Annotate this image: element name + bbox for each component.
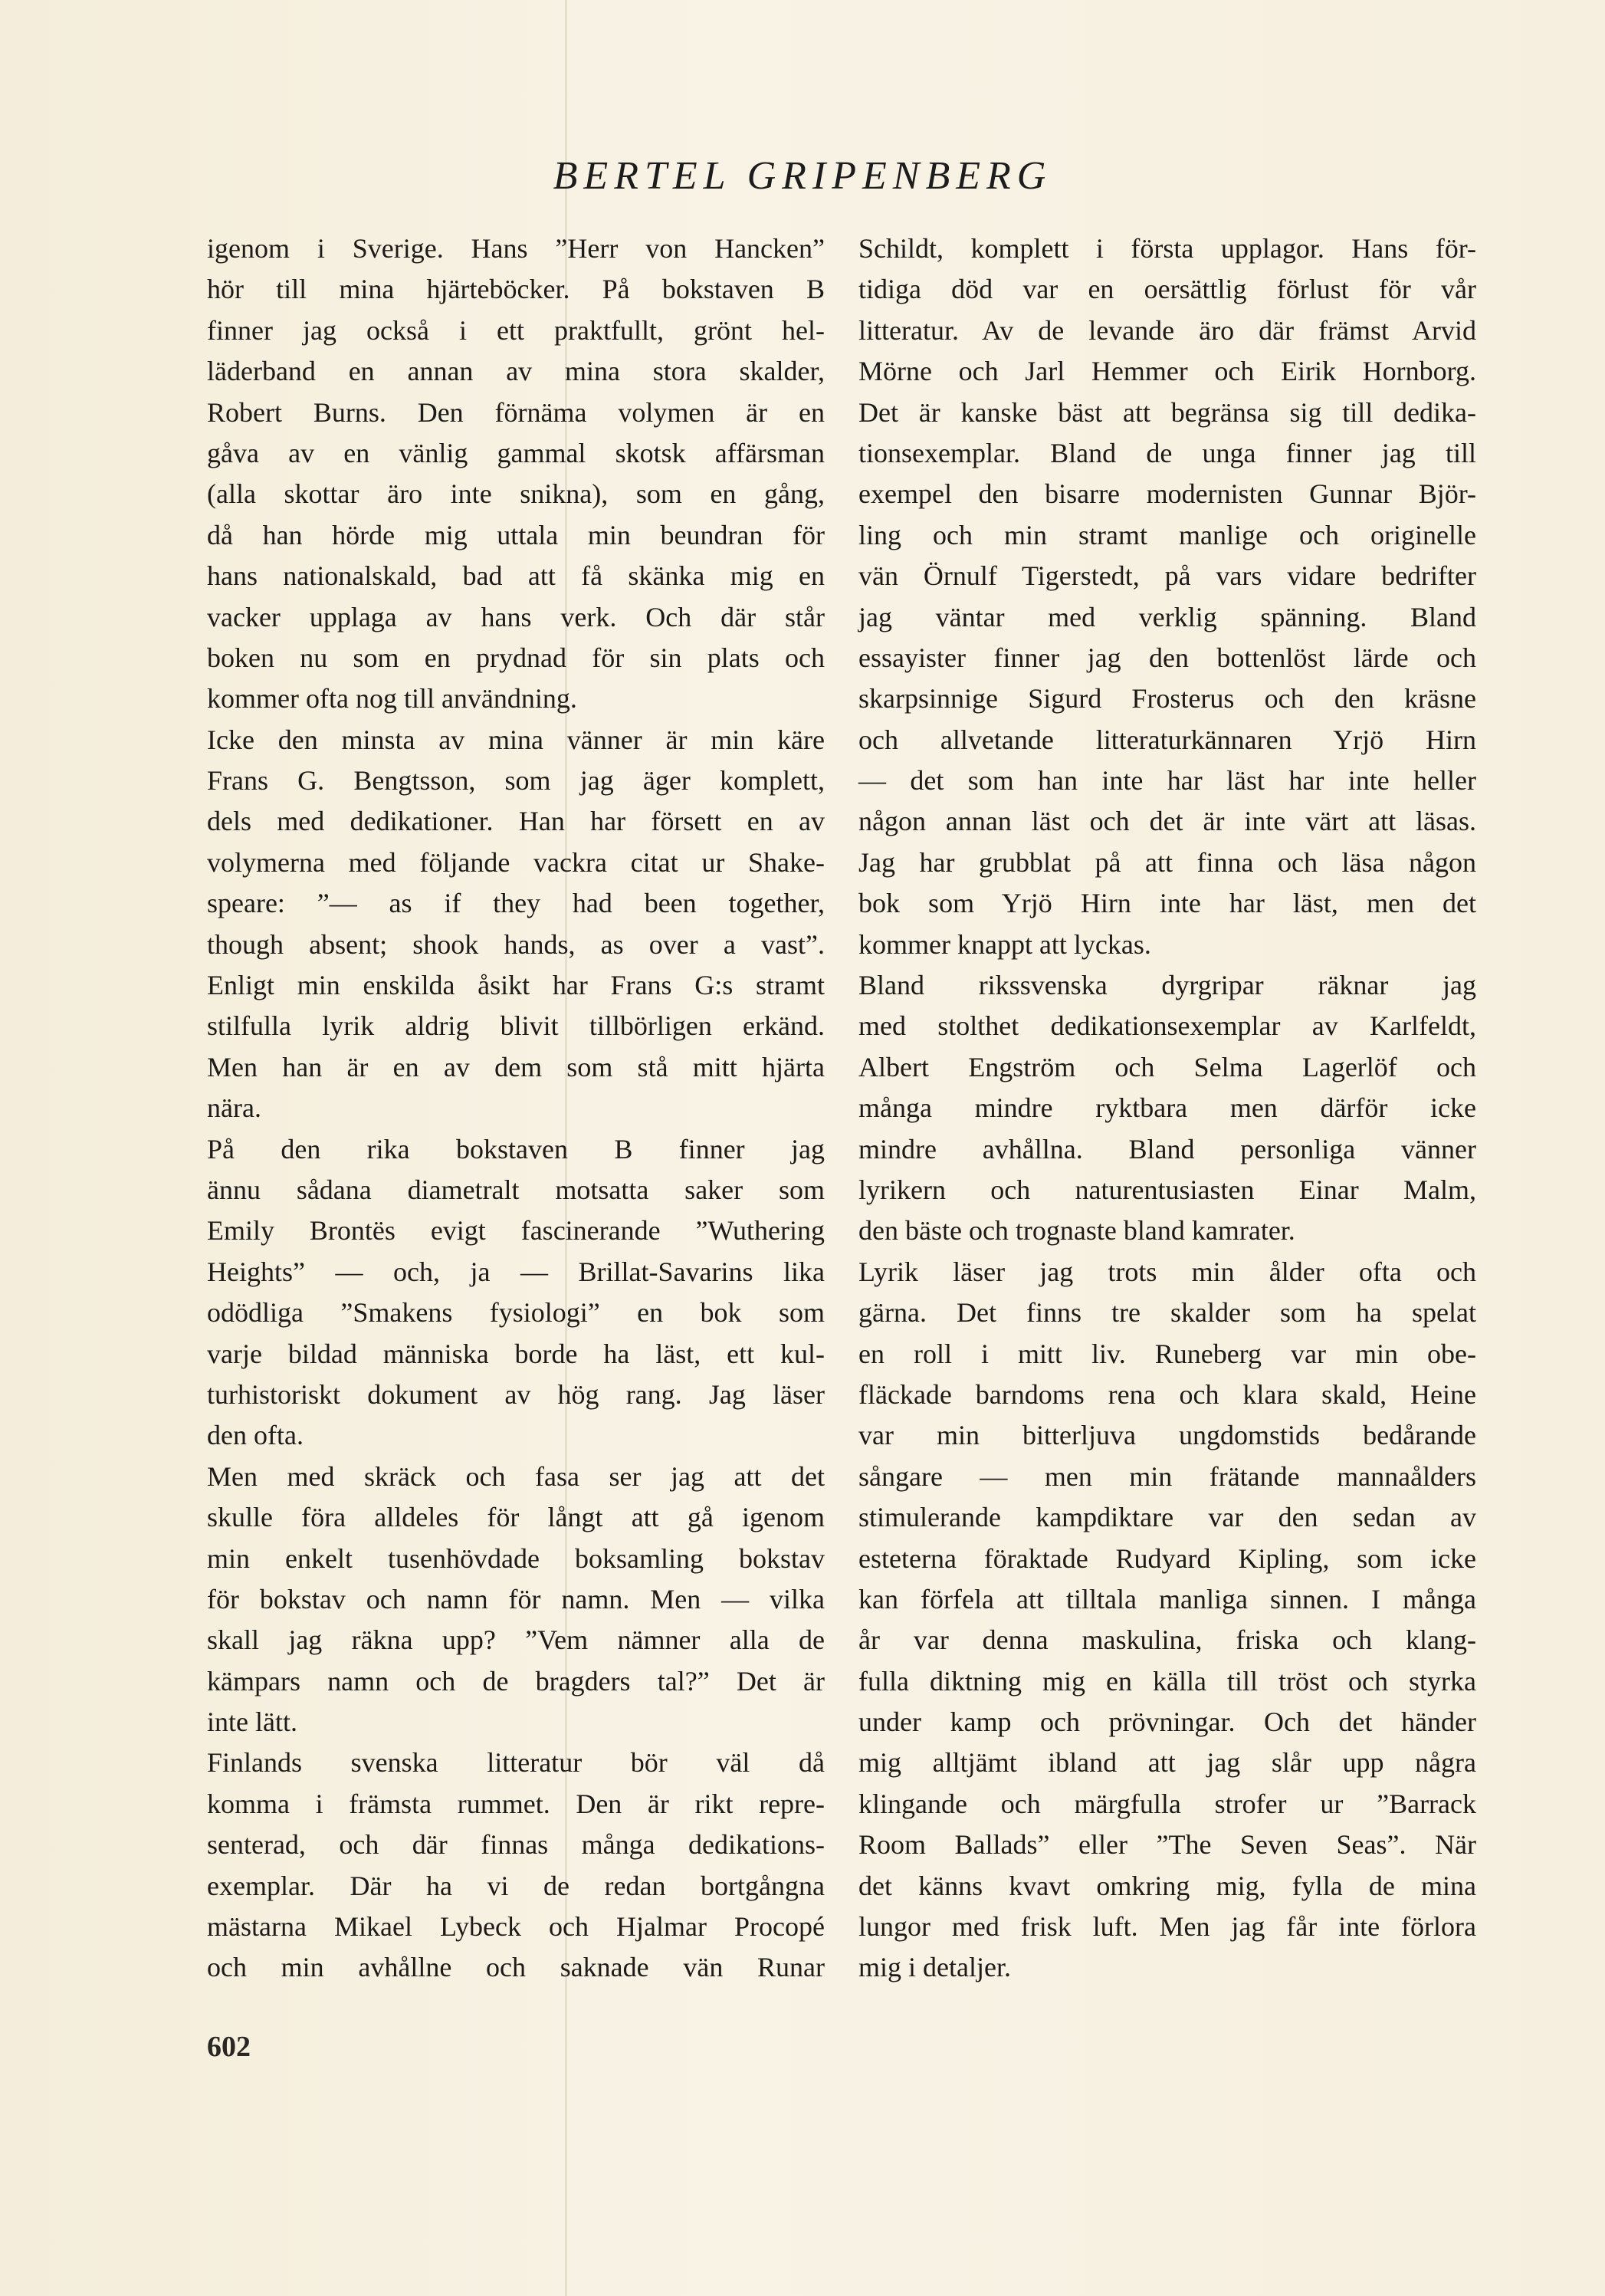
text-line: speare: ”— as if they had been together, xyxy=(207,888,825,919)
text-line: turhistoriskt dokument av hög rang. Jag läser xyxy=(207,1378,825,1410)
text-line: kan förfela att tilltala manliga sinnen. I många xyxy=(858,1583,1476,1614)
text-line: en roll i mitt liv. Runeberg var min obe- xyxy=(858,1338,1476,1369)
text-line: lungor med frisk luft. Men jag får inte förlora xyxy=(858,1911,1476,1943)
text-line: skarpsinnige Sigurd Frosterus och den kräsne xyxy=(858,683,1476,714)
page-number: 602 xyxy=(207,2031,251,2063)
text-line: Finlands svenska litteratur bör väl då xyxy=(207,1747,825,1779)
text-line: det känns kvavt omkring mig, fylla de mina xyxy=(858,1870,1476,1901)
text-line: Emily Brontës evigt fascinerande ”Wuthering xyxy=(207,1215,825,1247)
text-line: fläckade barndoms rena och klara skald, Heine xyxy=(858,1378,1476,1410)
text-line: under kamp och prövningar. Och det händer xyxy=(858,1706,1476,1738)
text-line: stilfulla lyrik aldrig blivit tillbörligen erkänd. xyxy=(207,1010,825,1042)
text-line: varje bildad människa borde ha läst, ett kul- xyxy=(207,1338,825,1369)
text-line: lyrikern och naturentusiasten Einar Malm, xyxy=(858,1174,1476,1205)
text-line: vacker upplaga av hans verk. Och där står xyxy=(207,601,825,632)
text-line: Room Ballads” eller ”The Seven Seas”. När xyxy=(858,1829,1476,1861)
text-line: den bäste och trognaste bland kamrater. xyxy=(858,1215,1295,1247)
text-line: dels med dedikationer. Han har försett en av xyxy=(207,806,825,837)
text-line: och allvetande litteraturkännaren Yrjö Hirn xyxy=(858,724,1476,755)
text-line: sångare — men min frätande mannaålders xyxy=(858,1460,1476,1492)
text-line: igenom i Sverige. Hans ”Herr von Hancken” xyxy=(207,233,825,264)
text-line: då han hörde mig uttala min beundran för xyxy=(207,519,825,550)
text-line: och min avhållne och saknade vän Runar xyxy=(207,1952,825,1983)
text-line: skulle föra alldeles för långt att gå igenom xyxy=(207,1502,825,1533)
text-line: Heights” — och, ja — Brillat-Savarins lika xyxy=(207,1256,825,1287)
text-line: min enkelt tusenhövdade boksamling bokstav xyxy=(207,1542,825,1574)
text-line: Icke den minsta av mina vänner är min käre xyxy=(207,724,825,755)
text-line: Albert Engström och Selma Lagerlöf och xyxy=(858,1051,1476,1082)
text-line: tionsexemplar. Bland de unga finner jag till xyxy=(858,437,1476,468)
text-line: mindre avhållna. Bland personliga vänner xyxy=(858,1133,1476,1164)
text-line: odödliga ”Smakens fysiologi” en bok som xyxy=(207,1297,825,1329)
text-line: den ofta. xyxy=(207,1420,304,1451)
text-line: mig i detaljer. xyxy=(858,1952,1011,1983)
text-line: esteterna föraktade Rudyard Kipling, som icke xyxy=(858,1542,1476,1574)
text-line: Frans G. Bengtsson, som jag äger komplett, xyxy=(207,765,825,797)
text-line: Jag har grubblat på att finna och läsa någon xyxy=(858,846,1476,878)
text-line: Enligt min enskilda åsikt har Frans G:s stramt xyxy=(207,970,825,1001)
text-line: med stolthet dedikationsexemplar av Karlfeldt, xyxy=(858,1010,1476,1042)
text-line: essayister finner jag den bottenlöst lärde och xyxy=(858,642,1476,673)
text-line: läderband en annan av mina stora skalder, xyxy=(207,356,825,387)
text-line: kämpars namn och de bragders tal?” Det är xyxy=(207,1665,825,1697)
text-line: litteratur. Av de levande äro där främst Arvid xyxy=(858,314,1476,346)
text-line: för bokstav och namn för namn. Men — vilka xyxy=(207,1583,825,1614)
text-line: hans nationalskald, bad att få skänka mig en xyxy=(207,560,825,592)
text-line: though absent; shook hands, as over a vast”. xyxy=(207,928,825,960)
text-line: många mindre ryktbara men därför icke xyxy=(858,1092,1476,1124)
text-line: tidiga död var en oersättlig förlust för vår xyxy=(858,274,1476,305)
text-line: Men han är en av dem som stå mitt hjärta xyxy=(207,1051,825,1082)
text-line: exempel den bisarre modernisten Gunnar Björ- xyxy=(858,478,1476,510)
text-line: Schildt, komplett i första upplagor. Hans för- xyxy=(858,233,1476,264)
text-line: år var denna maskulina, friska och klang- xyxy=(858,1624,1476,1656)
text-line: ling och min stramt manlige och originelle xyxy=(858,519,1476,550)
text-line: kommer ofta nog till användning. xyxy=(207,683,577,714)
text-line: var min bitterljuva ungdomstids bedårande xyxy=(858,1420,1476,1451)
text-line: senterad, och där finnas många dedikations- xyxy=(207,1829,825,1861)
text-line: Lyrik läser jag trots min ålder ofta och xyxy=(858,1256,1476,1287)
text-line: någon annan läst och det är inte värt att läsas. xyxy=(858,806,1476,837)
text-line: kommer knappt att lyckas. xyxy=(858,928,1151,960)
text-line: mästarna Mikael Lybeck och Hjalmar Procopé xyxy=(207,1911,825,1943)
text-line: Mörne och Jarl Hemmer och Eirik Hornborg. xyxy=(858,356,1476,387)
text-line: stimulerande kampdiktare var den sedan av xyxy=(858,1502,1476,1533)
text-line: Robert Burns. Den förnäma volymen är en xyxy=(207,396,825,428)
running-header: BERTEL GRIPENBERG xyxy=(553,154,1052,198)
text-line: ännu sådana diametralt motsatta saker som xyxy=(207,1174,825,1205)
text-line: gärna. Det finns tre skalder som ha spelat xyxy=(858,1297,1476,1329)
left-text-column xyxy=(207,228,825,1989)
text-line: boken nu som en prydnad för sin plats och xyxy=(207,642,825,673)
text-line: finner jag också i ett praktfullt, grönt hel- xyxy=(207,314,825,346)
text-line: (alla skottar äro inte snikna), som en gång, xyxy=(207,478,825,510)
text-line: gåva av en vänlig gammal skotsk affärsman xyxy=(207,437,825,468)
text-line: skall jag räkna upp? ”Vem nämner alla de xyxy=(207,1624,825,1656)
text-line: Bland rikssvenska dyrgripar räknar jag xyxy=(858,970,1476,1001)
text-line: bok som Yrjö Hirn inte har läst, men det xyxy=(858,888,1476,919)
text-line: exemplar. Där ha vi de redan bortgångna xyxy=(207,1870,825,1901)
text-line: klingande och märgfulla strofer ur ”Barrack xyxy=(858,1788,1476,1819)
text-line: jag väntar med verklig spänning. Bland xyxy=(858,601,1476,632)
text-line: mig alltjämt ibland att jag slår upp några xyxy=(858,1747,1476,1779)
text-line: — det som han inte har läst har inte heller xyxy=(858,765,1476,797)
text-line: Det är kanske bäst att begränsa sig till dedika- xyxy=(858,396,1476,428)
text-line: Men med skräck och fasa ser jag att det xyxy=(207,1460,825,1492)
text-line: volymerna med följande vackra citat ur Shake- xyxy=(207,846,825,878)
text-line: nära. xyxy=(207,1092,261,1124)
text-line: På den rika bokstaven B finner jag xyxy=(207,1133,825,1164)
text-line: vän Örnulf Tigerstedt, på vars vidare bedrifter xyxy=(858,560,1476,592)
right-text-column xyxy=(858,228,1476,1989)
text-line: komma i främsta rummet. Den är rikt repre- xyxy=(207,1788,825,1819)
text-line: inte lätt. xyxy=(207,1706,297,1738)
text-line: fulla diktning mig en källa till tröst och styrka xyxy=(858,1665,1476,1697)
text-line: hör till mina hjärteböcker. På bokstaven B xyxy=(207,274,825,305)
